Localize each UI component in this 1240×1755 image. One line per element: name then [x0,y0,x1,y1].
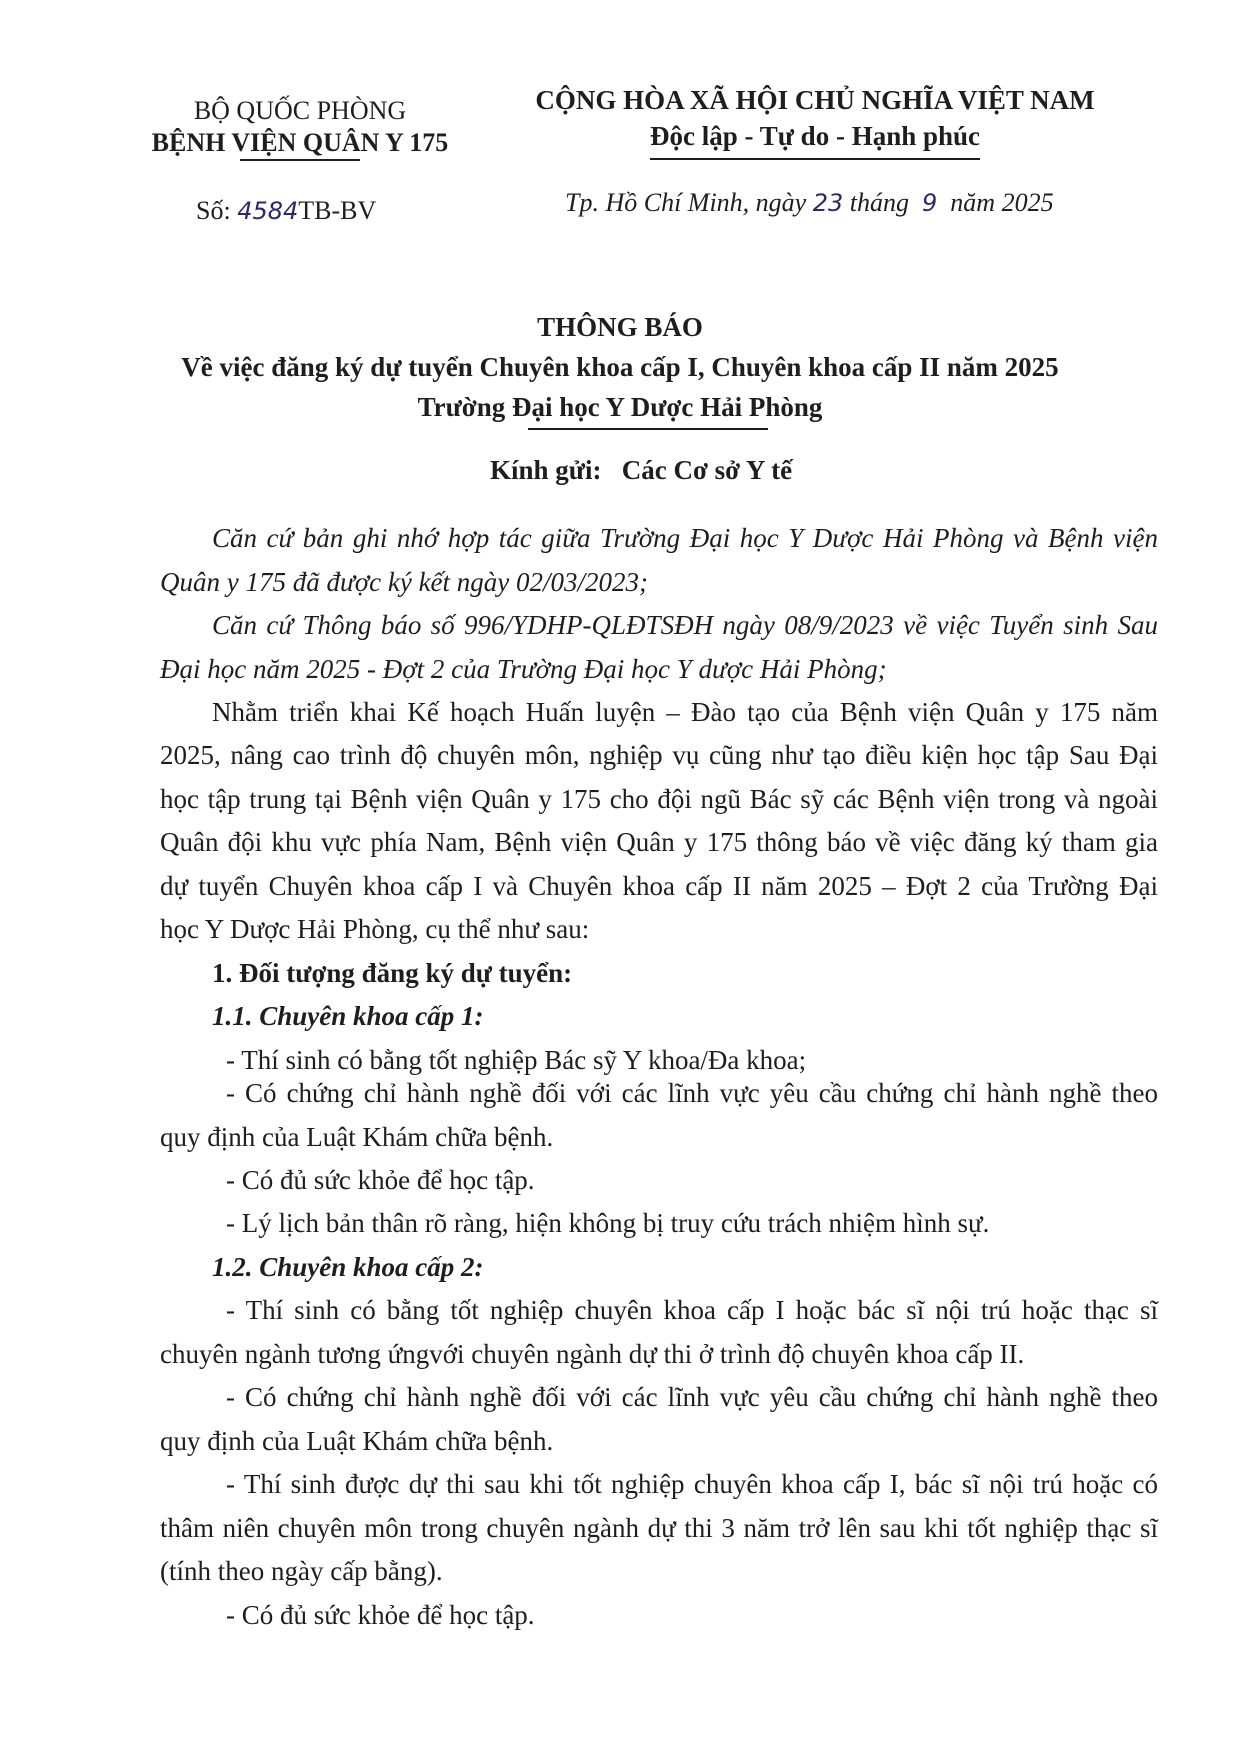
s12-item-d: - Có đủ sức khỏe để học tập. [226,1600,535,1630]
doc-no-prefix: Số: [196,196,231,225]
s11-item-b-line-1: - Có chứng chỉ hành nghề đối với các lĩnh vực yêu cầu chứng chỉ hành nghề theo [226,1078,1158,1108]
s11-item-c: - Có đủ sức khỏe để học tập. [226,1165,535,1195]
s11-item-d: - Lý lịch bản thân rõ ràng, hiện không bị truy cứu trách nhiệm hình sự. [226,1208,990,1238]
s12-item-b-line-2: quy định của Luật Khám chữa bệnh. [160,1426,554,1456]
s12-item-c-line-1: - Thí sinh được dự thi sau khi tốt nghiệp chuyên khoa cấp I, bác sĩ nội trú hoặc có [226,1469,1158,1499]
greeting [490,455,792,486]
greeting-label: Kính gửi: [490,455,602,485]
intro-line-2: 2025, nâng cao trình độ chuyên môn, nghiệp vụ cũng như tạo điều kiện học tập Sau Đại [160,740,1158,770]
section-1-heading: 1. Đối tượng đăng ký dự tuyển: [212,958,573,988]
org-underline [240,159,360,161]
basis-1-line-1: Căn cứ bản ghi nhớ hợp tác giữa Trường Đại học Y Dược Hải Phòng và Bệnh viện [212,523,1158,553]
basis-1-line-2: Quân y 175 đã được ký kết ngày 02/03/2023; [160,567,649,597]
national-header [520,82,1110,154]
s12-item-c-line-3: (tính theo ngày cấp bằng). [160,1556,443,1586]
basis-2-line-2: Đại học năm 2025 - Đợt 2 của Trường Đại học Y dược Hải Phòng; [160,654,887,684]
notice-title-block [0,307,1240,427]
motto-row [520,118,1110,154]
year-text: năm 2025 [950,188,1054,217]
motto-wrap [650,118,980,154]
intro-line-4: Quân đội khu vực phía Nam, Bệnh viện Quân y 175 thông báo về việc đăng ký tham gia [160,827,1158,857]
s12-item-b-line-1: - Có chứng chỉ hành nghề đối với các lĩnh vực yêu cầu chứng chỉ hành nghề theo [226,1382,1158,1412]
s12-item-a-line-1: - Thí sinh có bằng tốt nghiệp chuyên khoa cấp I hoặc bác sĩ nội trú hoặc thạc sĩ [226,1295,1158,1325]
s12-item-c-line-2: thâm niên chuyên môn trong chuyên ngành dự thi 3 năm trở lên sau khi tốt nghiệp thạc sĩ [160,1513,1158,1543]
notice-subtitle-1: Về việc đăng ký dự tuyển Chuyên khoa cấp I, Chuyên khoa cấp II năm 2025 [181,352,1059,382]
greeting-recipient: Các Cơ sở Y tế [621,455,793,485]
day-handwritten: 23 [812,189,844,217]
document-number [196,196,376,226]
notice-subtitle-2: Trường Đại học Y Dược Hải Phòng [417,392,823,422]
intro-line-1: Nhằm triển khai Kế hoạch Huấn luyện – Đào tạo của Bệnh viện Quân y 175 năm [212,697,1158,727]
doc-no-suffix: TB-BV [298,196,377,225]
notice-subtitle-2-wrap [418,387,823,427]
title-underline [528,428,768,430]
month-handwritten: 9 [922,189,938,217]
s12-item-a-line-2: chuyên ngành tương ứngvới chuyên ngành dự thi ở trình độ chuyên khoa cấp II. [160,1339,1025,1369]
month-label: tháng [849,188,910,217]
subsection-1-2-heading: 1.2. Chuyên khoa cấp 2: [212,1252,484,1282]
intro-line-5: dự tuyển Chuyên khoa cấp I và Chuyên khoa cấp II năm 2025 – Đợt 2 của Trường Đại [160,871,1158,901]
doc-no-handwritten: 4584 [237,197,299,225]
s11-item-b-line-2: quy định của Luật Khám chữa bệnh. [160,1122,554,1152]
notice-heading: THÔNG BÁO [537,312,703,342]
place-date [565,188,1054,218]
motto: Độc lập - Tự do - Hạnh phúc [649,121,981,151]
notice-subtitle-2-row [0,387,1240,427]
intro-line-6: học Y Dược Hải Phòng, cụ thể như sau: [160,914,590,944]
place-date-prefix: Tp. Hồ Chí Minh, ngày [565,188,807,217]
issuing-organization [140,95,460,159]
ministry-name: BỘ QUỐC PHÒNG [193,96,407,125]
hospital-name: BỆNH VIỆN QUÂN Y 175 [151,128,449,157]
intro-line-3: học tập trung tại Bệnh viện Quân y 175 cho đội ngũ Bác sỹ các Bệnh viện trong và ngoài [160,784,1158,814]
subsection-1-1-heading: 1.1. Chuyên khoa cấp 1: [212,1001,484,1031]
motto-underline [650,158,980,160]
basis-2-line-1: Căn cứ Thông báo số 996/YDHP-QLĐTSĐH ngày 08/9/2023 về việc Tuyển sinh Sau [212,610,1158,640]
nation-name: CỘNG HÒA XÃ HỘI CHỦ NGHĨA VIỆT NAM [535,85,1095,115]
s11-item-a: - Thí sinh có bằng tốt nghiệp Bác sỹ Y khoa/Đa khoa; [226,1045,807,1075]
